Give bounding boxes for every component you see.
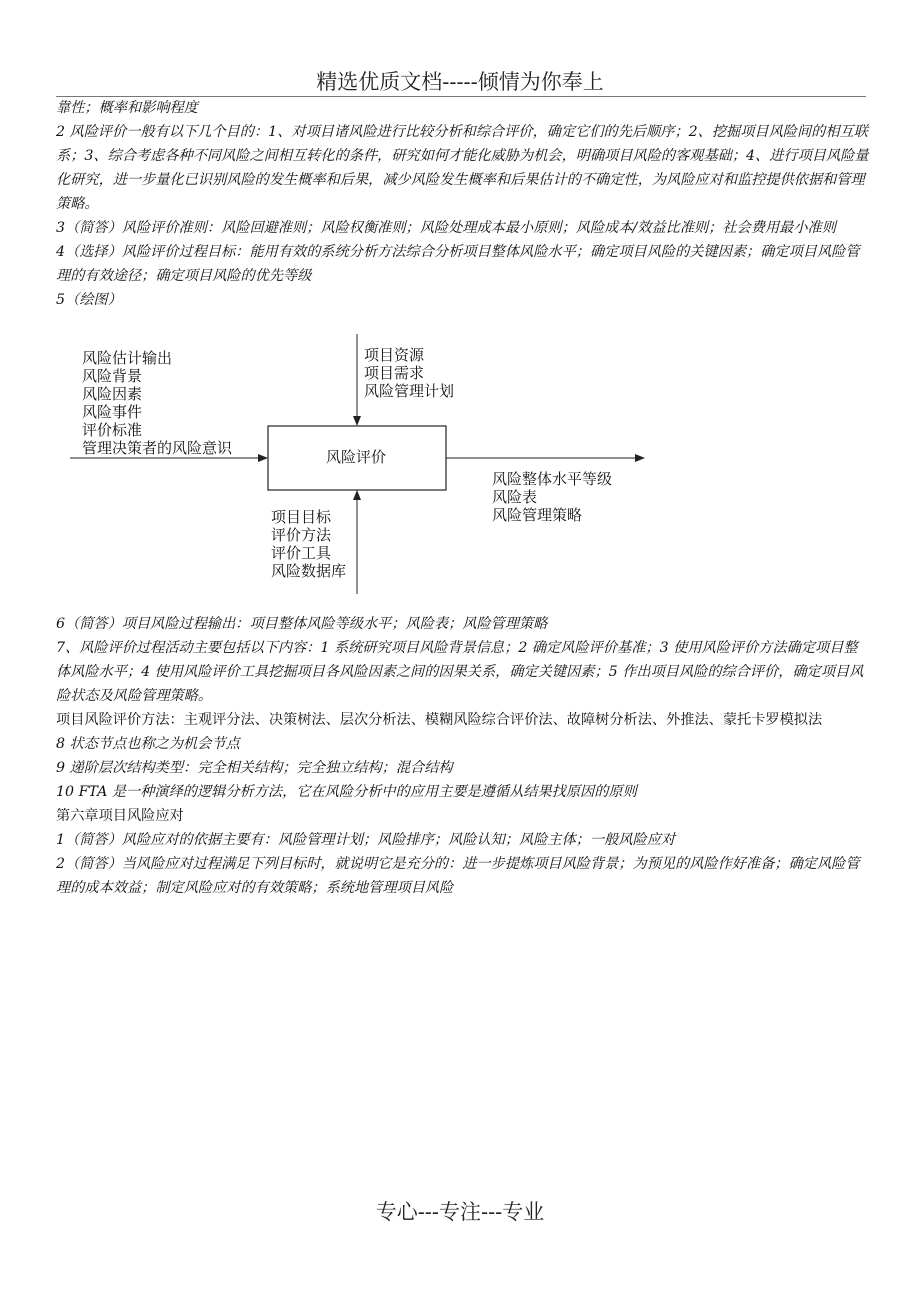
page-footer: 专心---专注---专业 (375, 1200, 545, 1224)
paragraph-item-3: 3（简答）风险评价准则：风险回避准则；风险权衡准则；风险处理成本最小原则；风险成本/效益比准则；社会费用最小准则 (56, 220, 836, 236)
top-inputs-list (364, 346, 454, 400)
chapter-heading: 第六章项目风险应对 (56, 808, 184, 824)
paragraph-item-9: 9 递阶层次结构类型：完全相关结构；完全独立结构；混合结构 (56, 760, 453, 776)
bottom-inputs-list (271, 508, 346, 580)
paragraph-item-2: 2 风险评价一般有以下几个目的：1、对项目诸风险进行比较分析和综合评价，确定它们的先后顺序；2、挖掘项目风险间的相互联系；3、综合考虑各种不同风险之间相互转化的条件，研究如何才能化威胁为机会，明确项目风险的客观基础；4、进行项目风险量化研究，进一步量化已识别风险的发生概率和后果，减少风险发生概率和后果估计的不确定性，为风险应对和监控提供依据和管理策略。 (56, 124, 869, 212)
paragraph-item-7: 7、风险评价过程活动主要包括以下内容：1 系统研究项目风险背景信息；2 确定风险评价基准；3 使用风险评价方法确定项目整体风险水平；4 使用风险评价工具挖掘项目各风险因素之间的因果关系，确定关键因素；5 作出项目风险的综合评价，确定项目风险状态及风险管理策略。 (56, 640, 864, 704)
output-item: 风险管理策略 (492, 506, 583, 524)
bottom-input-item: 风险数据库 (271, 562, 347, 580)
top-input-item: 项目需求 (364, 364, 425, 382)
top-input-item: 风险管理计划 (364, 382, 455, 400)
paragraph-ch6-item-2: 2（简答）当风险应对过程满足下列目标时，就说明它是充分的：进一步提炼项目风险背景；为预见的风险作好准备；确定风险管理的成本效益；制定风险应对的有效策略；系统地管理项目风险 (56, 856, 860, 896)
bottom-input-item: 项目目标 (271, 508, 332, 526)
output-item: 风险表 (492, 488, 538, 506)
left-input-item: 管理决策者的风险意识 (82, 439, 233, 457)
document-body (56, 96, 870, 900)
paragraph-item-10: 10 FTA 是一种演绎的逻辑分析方法，它在风险分析中的应用主要是遵循从结果找原因的原则 (56, 784, 637, 800)
top-input-item: 项目资源 (364, 346, 425, 364)
paragraph-evaluation-methods: 项目风险评价方法：主观评分法、决策树法、层次分析法、模糊风险综合评价法、故障树分析法、外推法、蒙托卡罗模拟法 (56, 712, 823, 728)
outputs-list (492, 470, 612, 524)
paragraph-item-8: 8 状态节点也称之为机会节点 (56, 736, 240, 752)
left-input-item: 风险背景 (82, 367, 143, 385)
paragraph-item-5: 5（绘图） (56, 292, 122, 308)
left-input-item: 风险估计输出 (82, 349, 173, 367)
bottom-input-item: 评价方法 (271, 526, 332, 544)
page-header: 精选优质文档-----倾情为你奉上 (316, 70, 604, 94)
left-input-item: 评价标准 (82, 421, 143, 439)
paragraph-continuation: 靠性；概率和影响程度 (56, 100, 198, 116)
paragraph-ch6-item-1: 1（简答）风险应对的依据主要有：风险管理计划；风险排序；风险认知；风险主体；一般风险应对 (56, 832, 676, 848)
risk-evaluation-diagram (56, 312, 870, 612)
left-inputs-list (82, 349, 232, 457)
paragraph-item-6: 6（简答）项目风险过程输出：项目整体风险等级水平；风险表；风险管理策略 (56, 616, 548, 632)
process-box-label: 风险评价 (326, 448, 387, 466)
left-input-item: 风险因素 (82, 385, 143, 403)
left-input-item: 风险事件 (82, 403, 143, 421)
bottom-input-item: 评价工具 (271, 544, 332, 562)
paragraph-item-4: 4（选择）风险评价过程目标：能用有效的系统分析方法综合分析项目整体风险水平；确定项目风险的关键因素；确定项目风险管理的有效途径；确定项目风险的优先等级 (56, 244, 860, 284)
output-item: 风险整体水平等级 (492, 470, 613, 488)
